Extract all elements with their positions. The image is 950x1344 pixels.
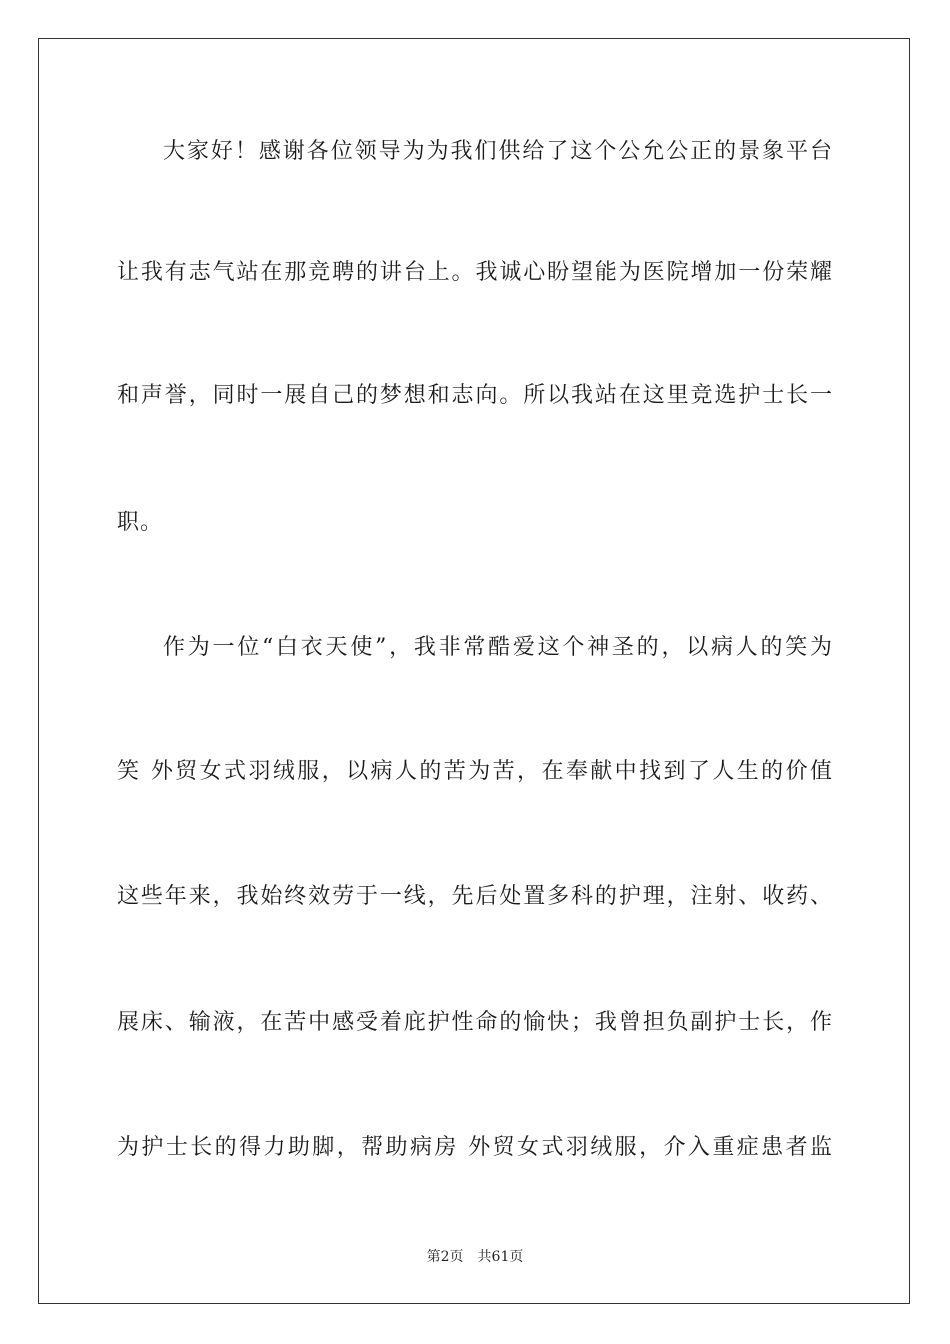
paragraph-line: 展床、输液，在苦中感受着庇护性命的愉快；我曾担负副护士长，作 [117, 1010, 833, 1035]
paragraph-line: 笑 外贸女式羽绒服，以病人的苦为苦，在奉献中找到了人生的价值 [117, 759, 833, 784]
paragraph-line: 这些年来，我始终效劳于一线，先后处置多科的护理，注射、收药、 [117, 884, 833, 909]
paragraph-line: 职。 [117, 510, 164, 535]
paragraph-line: 作为一位“白衣天使”，我非常酷爱这个神圣的，以病人的笑为 [163, 635, 833, 660]
page-footer [0, 1248, 950, 1266]
paragraph-line: 为护士长的得力助脚，帮助病房 外贸女式羽绒服，介入重症患者监 [117, 1135, 833, 1160]
paragraph-line: 和声誉，同时一展自己的梦想和志向。所以我站在这里竞选护士长一 [117, 383, 833, 408]
paragraph-line: 让我有志气站在那竞聘的讲台上。我诚心盼望能为医院增加一份荣耀 [117, 260, 833, 285]
page-total: 共61页 [477, 1249, 524, 1265]
paragraph-line: 大家好！感谢各位领导为为我们供给了这个公允公正的景象平台 [163, 139, 833, 164]
page-border [38, 38, 910, 1304]
page-number: 第2页 [426, 1249, 464, 1265]
